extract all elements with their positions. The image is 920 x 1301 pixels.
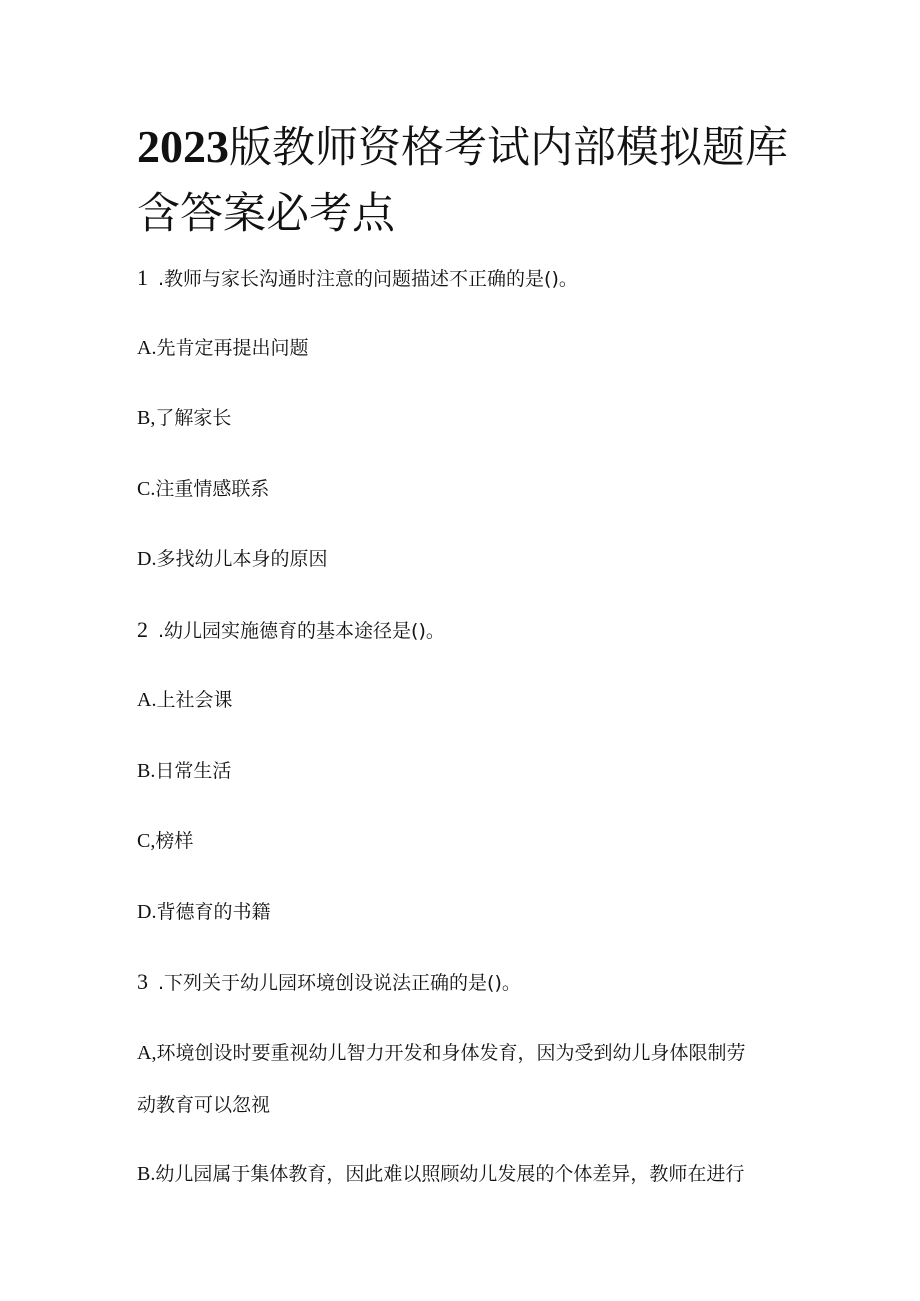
option-label: B,: [137, 407, 156, 429]
title-year: 2023: [137, 121, 229, 172]
question-1-option-b: [137, 406, 797, 430]
question-3-stem: [137, 970, 797, 995]
question-2-option-d: [137, 900, 797, 924]
option-label: D.: [137, 901, 157, 923]
option-text: 榜样: [155, 830, 194, 852]
option-label: B.: [137, 1163, 156, 1185]
question-3-option-a: [137, 1041, 797, 1065]
question-3-option-b: [137, 1162, 797, 1186]
question-1-stem: [137, 266, 797, 291]
option-text: 背德育的书籍: [156, 901, 271, 923]
title-line2: 含答案必考点: [137, 189, 395, 239]
question-2-option-a: [137, 688, 797, 712]
question-number: 3: [137, 969, 148, 994]
question-3-option-a-continued: [137, 1093, 797, 1117]
option-label: C,: [137, 830, 156, 852]
question-number: 1: [137, 265, 148, 290]
option-text: 环境创设时要重视幼儿智力开发和身体发育，因为受到幼儿身体限制劳: [156, 1042, 746, 1064]
option-label: D.: [137, 548, 157, 570]
option-text: 先肯定再提出问题: [156, 337, 309, 359]
option-label: C.: [137, 478, 156, 500]
option-text: 上社会课: [156, 689, 233, 711]
option-text-continued: 动教育可以忽视: [137, 1094, 271, 1116]
option-text: 注重情感联系: [155, 478, 270, 500]
question-stem-text: .教师与家长沟通时注意的问题描述不正确的是()。: [158, 268, 578, 290]
question-1-option-d: [137, 547, 797, 571]
question-1-option-a: [137, 336, 797, 360]
option-label: A.: [137, 689, 157, 711]
question-stem-text: .下列关于幼儿园环境创设说法正确的是()。: [158, 972, 521, 994]
option-label: B.: [137, 760, 156, 782]
question-2-option-c: [137, 829, 797, 853]
question-2-option-b: [137, 759, 797, 783]
question-2-stem: [137, 618, 797, 643]
option-text: 多找幼儿本身的原因: [156, 548, 328, 570]
option-text: 了解家长: [155, 407, 232, 429]
question-number: 2: [137, 617, 148, 642]
question-stem-text: .幼儿园实施德育的基本途径是()。: [158, 620, 445, 642]
option-text: 日常生活: [155, 760, 232, 782]
option-text: 幼儿园属于集体教育，因此难以照顾幼儿发展的个体差异，教师在进行: [155, 1163, 745, 1185]
option-label: A,: [137, 1042, 157, 1064]
title-line1-rest: 版教师资格考试内部模拟题库: [229, 123, 788, 173]
document-title: [137, 114, 797, 247]
question-1-option-c: [137, 477, 797, 501]
option-label: A.: [137, 337, 157, 359]
